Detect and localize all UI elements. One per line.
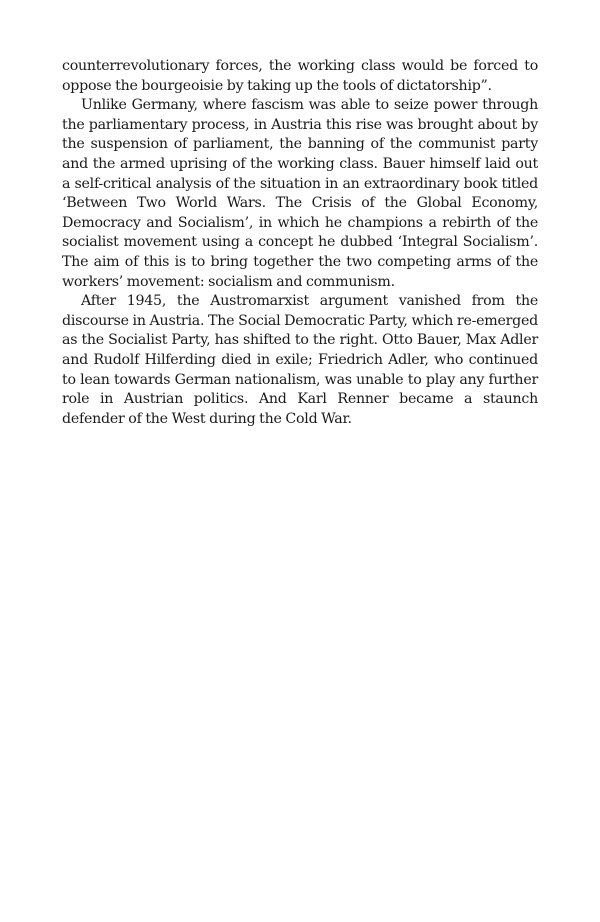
document-page [62,57,538,429]
paragraph-continuation: counterrevolutionary forces, the working class would be forced to oppose the bourgeoisie by taking up the tools of dictatorship”. [62,58,538,94]
paragraph-after-1945: After 1945, the Austromarxist argument vanished from the discourse in Austria. The Social Democratic Party, which re-emerged as the Socialist Party, has shifted to the right. Otto Bauer, Max Adler and Rudolf Hilferding died in exile; Friedrich Adler, who continued to lean towards German nationalism, was unable to play any further role in Austrian politics. And Karl Renner became a staunch defender of the West during the Cold War. [62,293,538,427]
paragraph-fascism-austria: Unlike Germany, where fascism was able to seize power through the parliamentary process, in Austria this rise was brought about by the suspension of parliament, the banning of the communist party and the armed uprising of the working class. Bauer himself laid out a self-critical analysis of the situation in an extraordinary book titled ‘Between Two World Wars. The Crisis of the Global Economy, Democracy and Socialism’, in which he champions a rebirth of the socialist movement using a concept he dubbed ‘Integral Socialism’. The aim of this is to bring together the two competing arms of the workers’ movement: socialism and communism. [62,97,538,290]
